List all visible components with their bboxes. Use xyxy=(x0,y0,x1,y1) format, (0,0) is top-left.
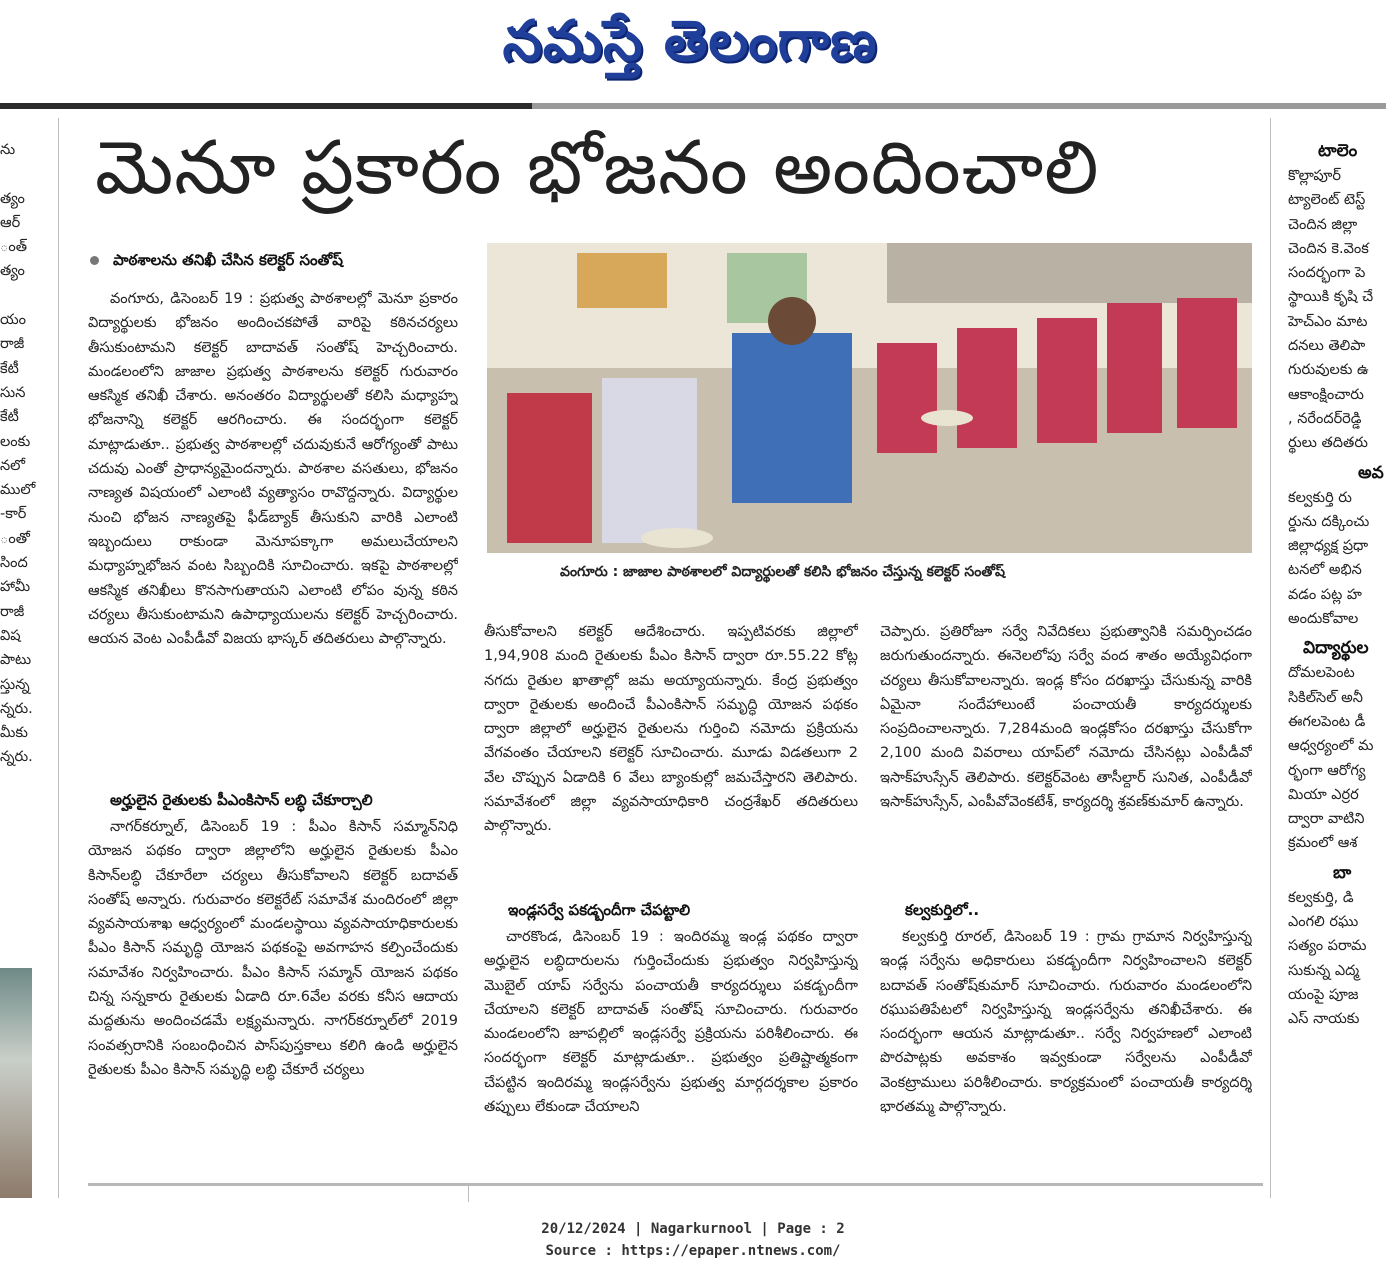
masthead-rule-light xyxy=(532,103,1386,109)
left-strip-photo xyxy=(0,968,32,1198)
story1-body xyxy=(88,287,458,785)
left-strip-line: న్నరు. xyxy=(0,749,33,766)
right-strip-line: ద్వారా వాటిని xyxy=(1288,811,1365,828)
story1-subhead-text: పాఠశాలను తనిఖీ చేసిన కలెక్టర్ సంతోష్ xyxy=(113,251,343,269)
story3-body xyxy=(484,925,858,1175)
photo-illustration xyxy=(487,243,1252,553)
left-strip-line: ంత్ xyxy=(0,239,28,256)
story1-subhead xyxy=(90,248,343,272)
right-strip-line: ఎస్ నాయకు xyxy=(1288,1011,1360,1028)
left-strip-line: నలో xyxy=(0,457,26,474)
right-strip-line: సికిల్‌సెల్ అనీ xyxy=(1288,689,1363,706)
right-strip-line: హెచ్‌ఎం మాట xyxy=(1288,313,1368,330)
left-strip-line: ఆర్ xyxy=(0,214,21,231)
story2-continuation-text: తీసుకోవాలని కలెక్టర్ ఆదేశించారు. ఇప్పటివరకు జిల్లాలో 1,94,908 మంది రైతులకు పీఎం కిసాన్ ద్వారా రూ.55.22 కోట్ల నగదు రైతుల ఖాతాల్లో జమ అయ్యాయన్నారు. కేంద్ర ప్రభుత్వం ద్వారా రైతులకు అందించే పీఎంకిసాన్ సమృద్ధి యోజన పథకం ద్వారా జిల్లాలో అర్హులైన రైతులను గుర్తించి నమోదు ప్రక్రియను వేగవంతం చేయాలని కలెక్టర్ సూచించారు. మూడు విడతలుగా 2 వేల చొప్పున ఏడాదికి 6 వేలు బ్యాంకుల్లో జమచేస్తారని తెలిపారు. సమావేశంలో జిల్లా వ్యవసాయాధికారి చంద్రశేఖర్ తదితరులు పాల్గొన్నారు. xyxy=(484,624,858,835)
story4-subhead: కల్వకుర్తిలో.. xyxy=(905,901,980,919)
left-strip-line: మీకు xyxy=(0,725,28,742)
right-strip-head3: విద్యార్థుల xyxy=(1303,638,1369,659)
left-strip-line: కేటీ xyxy=(0,360,19,377)
left-strip-line: న్నరు. xyxy=(0,700,33,717)
story2-paragraph: నాగర్‌కర్నూల్, డిసెంబర్ 19 : పీఎం కిసాన్ సమ్మాన్‌నిధి యోజన పథకం ద్వారా జిల్లాలోని అర్హులైన రైతులకు పీఎం కిసాన్‌లబ్ధి చేకూరేలా చర్యలు తీసుకోవాలని కలెక్టర్ బదావత్ సంతోష్ అన్నారు. గురువారం కలెక్టరేట్ సమావేశ మందిరంలో జిల్లా వ్యవసాయశాఖ ఆధ్వర్యంలో మండలస్థాయి వ్యవసాయాధికారులకు పీఎం కిసాన్ సమృద్ధి యోజన పథకంపై అవగాహన కల్పించేందుకు సమావేశం నిర్వహించారు. పీఎం కిసాన్ సమ్మాన్ యోజన పథకం చిన్న సన్నకారు రైతులకు ఏడాది రూ.6వేల వరకు కనీస ఆదాయ మద్దతును అందించడమే లక్ష్యమన్నారు. నాగర్‌కర్నూల్‌లో 2019 సంవత్సరానికి సంబంధించిన పాస్‌పుస్తకాలు కలిగి ఉండి అర్హులైన రైతులకు పీఎం కిసాన్ సమృద్ధి లబ్ధి చేకూరే చర్యలు xyxy=(88,819,458,1078)
story3-paragraph: చారకొండ, డిసెంబర్ 19 : ఇందిరమ్మ ఇండ్ల పథకం ద్వారా అర్హులైన లబ్ధిదారులను గుర్తించేందుకు ప్రభుత్వం నిర్వహిస్తున్న మొబైల్ యాప్ సర్వేను పంచాయతీ కార్యదర్శులు పకడ్బందీగా చేయాలని కలెక్టర్ బాదావత్ సంతోష్ సూచించారు. గురువారం మండలంలోని జూపల్లిలో ఇండ్లసర్వే ప్రక్రియను పరిశీలించారు. ఈ సందర్భంగా కలెక్టర్ మాట్లాడుతూ.. ప్రభుత్వం ప్రతిష్టాత్మకంగా చేపట్టిన ఇందిరమ్మ ఇండ్లసర్వేను ప్రభుత్వ మార్గదర్శకాల ప్రకారం తప్పులు లేకుండా చేయాలని xyxy=(484,929,858,1116)
story3-continuation xyxy=(880,620,1252,895)
left-strip-line: హామీ xyxy=(0,579,31,596)
left-strip-line: విష xyxy=(0,627,21,644)
bottom-rule xyxy=(88,1183,1263,1186)
left-strip-line: స్తున్న xyxy=(0,676,30,693)
masthead xyxy=(0,0,1386,100)
right-strip-line: కల్వకుర్తి, డి xyxy=(1288,889,1354,906)
right-strip-line: వడం పట్ల హ xyxy=(1288,586,1362,603)
page-footer xyxy=(0,1218,1386,1262)
right-strip-line: దనలు తెలిపా xyxy=(1288,338,1366,355)
footer-date-line: 20/12/2024 | Nagarkurnool | Page : 2 xyxy=(541,1221,845,1237)
newspaper-logo: నమస్తే తెలంగాణ xyxy=(502,9,878,74)
bullet-icon xyxy=(90,256,99,265)
photo-caption: వంగూరు : జాజాల పాఠశాలలో విద్యార్థులతో కలిసి భోజనం చేస్తున్న కలెక్టర్ సంతోష్ xyxy=(560,564,1005,580)
left-strip-line: త్యం xyxy=(0,190,25,207)
right-strip-line: జిల్లాధ్యక్ష ప్రధా xyxy=(1288,538,1369,555)
left-strip-line: ంతో xyxy=(0,530,30,547)
story3-subhead: ఇండ్లసర్వే పకడ్బందీగా చేపట్టాలి xyxy=(508,901,691,919)
column-divider xyxy=(468,1186,469,1202)
right-strip-line: స్థాయికి కృషి చే xyxy=(1288,289,1374,306)
right-strip-line: సుకున్న ఎద్మ xyxy=(1288,962,1360,979)
right-strip-group1 xyxy=(1278,164,1386,456)
left-strip-line: లంకు xyxy=(0,433,31,450)
right-strip-line: కొల్లాపూర్‌ xyxy=(1288,168,1341,184)
story2-continuation xyxy=(484,620,858,895)
left-strip-line: -కార్ xyxy=(0,506,27,523)
left-strip-line: ను xyxy=(0,142,16,158)
right-strip-line: దోమలపెంట xyxy=(1288,665,1355,682)
left-strip-line: యం xyxy=(0,312,26,329)
right-strip-line: ఈగలపెంట డీ xyxy=(1288,713,1366,730)
story3-continuation-text: చెప్పారు. ప్రతిరోజూ సర్వే నివేదికలు ప్రభుత్వానికి సమర్పించడం జరుగుతుందన్నారు. ఈనెలలోపు సర్వే వంద శాతం అయ్యేవిధంగా చర్యలు తీసుకోవాలన్నారు. ఇండ్ల కోసం దరఖాస్తు చేసుకున్న వారికి ఏమైనా సందేహాలుంటే పంచాయతీ కార్యదర్శులకు సంప్రదించాలన్నారు. 7,284మంది ఇండ్లకోసం దరఖాస్తు చేసుకోగా 2,100 మంది వివరాలు యాప్‌లో నమోదు చేసినట్లు ఎంపీడీవో ఇసాక్‌హుస్సేన్ తెలిపారు. కలెక్టర్‌వెంట తాసీల్దార్ సునిత, ఎంపీడీవో ఇసాక్‌హుస్సేన్, ఎంపీవోవెంకటేశ్, కార్యదర్శి శ్రవణ్‌కుమార్ ఉన్నారు. xyxy=(880,624,1252,811)
right-strip-line: ఎంగలి రఘు xyxy=(1288,914,1359,931)
left-strip-line: త్యం xyxy=(0,263,25,280)
column-divider xyxy=(58,118,59,1198)
left-strip-line xyxy=(0,284,40,308)
right-strip-line: గురువులకు ఉ xyxy=(1288,362,1369,379)
news-photo xyxy=(487,243,1252,553)
right-strip-line: ర్థులు తదితరు xyxy=(1288,435,1368,452)
left-strip-line: పాటు xyxy=(0,652,32,669)
right-strip-line: యంపై పూజ xyxy=(1288,986,1359,1003)
left-strip-line: సింద xyxy=(0,555,28,572)
story2-subhead: అర్హులైన రైతులకు పీఎంకిసాన్ లబ్ధి చేకూర్చాలి xyxy=(110,791,373,809)
right-strip-head4: బా xyxy=(1333,862,1352,883)
right-strip-group2 xyxy=(1278,486,1386,632)
footer-source-line: Source : https://epaper.ntnews.com/ xyxy=(545,1243,841,1259)
right-strip-group3 xyxy=(1278,661,1386,855)
story2-body xyxy=(88,815,458,1175)
main-headline: మెనూ ప్రకారం భోజనం అందించాలి xyxy=(95,125,1100,211)
right-strip xyxy=(1278,138,1386,1198)
right-strip-line: కల్వకుర్తి రు xyxy=(1288,489,1352,506)
left-strip-line: కేటీ xyxy=(0,409,19,426)
masthead-rule-dark xyxy=(0,103,532,109)
right-strip-line: ఆధ్వర్యంలో మ xyxy=(1288,738,1374,755)
right-strip-line: చెందిన జిల్లా xyxy=(1288,216,1358,233)
story1-paragraph: వంగూరు, డిసెంబర్ 19 : ప్రభుత్వ పాఠశాలల్లో మెనూ ప్రకారం విద్యార్థులకు భోజనం అందించకపోతే వారిపై కఠినచర్యలు తీసుకుంటామని కలెక్టర్ బాదావత్ సంతోష్ హెచ్చరించారు. మండలంలోని జాజాల ప్రభుత్వ పాఠశాలను కలెక్టర్ గురువారం ఆకస్మిక తనిఖీ చేశారు. అనంతరం విద్యార్థులతో కలిసి మధ్యాహ్న భోజనాన్ని కలెక్టర్ ఆరగించారు. ఈ సందర్భంగా కలెక్టర్ మాట్లాడుతూ.. ప్రభుత్వ పాఠశాలల్లో చదువుకునే ఆరోగ్యంతో పాటు చదువు ఎంతో ప్రాధాన్యమైందన్నారు. పాఠశాల వసతులు, భోజనం నాణ్యత విషయంలో ఎలాంటి వ్యత్యాసం రావొద్దన్నారు. విద్యార్థుల నుంచి భోజన నాణ్యతపై ఫీడ్‌బ్యాక్ తీసుకుని వారికి ఎలాంటి ఇబ్బందులు రాకుండా మెనూపక్కాగా అమలుచేయాలని మధ్యాహ్నభోజన వంట సిబ్బందికి సూచించారు. ఇకపై పాఠశాలల్లో ఆకస్మిక తనిఖీలు కొనసాగుతాయని ఎలాంటి లోపం వున్న కఠిన చర్యలు తీసుకుంటామని ఉపాధ్యాయులను కలెక్టర్ హెచ్చరించారు. ఆయన వెంట ఎంపీడీవో విజయ భాస్కర్ తదితరులు పాల్గొన్నారు. xyxy=(88,291,458,648)
right-strip-line: , నరేందర్‌రెడ్డి xyxy=(1288,410,1362,427)
right-strip-line: ర్భంగా ఆరోగ్య xyxy=(1288,762,1366,779)
left-strip-line xyxy=(0,162,40,186)
left-strip-line: రాజీ xyxy=(0,603,25,620)
column-divider xyxy=(1270,118,1271,1198)
right-strip-line: చెందిన కె.వెంక xyxy=(1288,240,1369,257)
left-strip-line: సున xyxy=(0,384,26,401)
left-strip-lines xyxy=(0,138,40,770)
right-strip-line: సందర్భంగా పె xyxy=(1288,265,1366,282)
left-strip-line: ములో xyxy=(0,482,36,499)
right-strip-line: ట్యాలెంట్ టెస్ట్ xyxy=(1288,192,1366,209)
right-strip-line: సత్యం పరామ xyxy=(1288,938,1367,955)
right-strip-head2: అవ xyxy=(1358,462,1384,483)
right-strip-head1: టాలెం xyxy=(1318,141,1358,161)
right-strip-line: అందుకోవాల xyxy=(1288,611,1359,628)
left-strip-line: రాజీ xyxy=(0,336,25,353)
right-strip-line: ర్డును దక్కించు xyxy=(1288,513,1370,530)
right-strip-line: ఆకాంక్షించారు xyxy=(1288,386,1364,403)
story4-body xyxy=(880,925,1252,1175)
right-strip-line: మియా ఎర్రర xyxy=(1288,786,1359,803)
right-strip-group4 xyxy=(1278,886,1386,1032)
story4-paragraph: కల్వకుర్తి రూరల్, డిసెంబర్ 19 : గ్రామ గ్రామాన నిర్వహిస్తున్న ఇండ్ల సర్వేను అధికారులు పకడ్బందీగా నిర్వహించాలని కలెక్టర్ బదావత్ సంతోష్‌కుమార్ సూచించారు. గురువారం మండలంలోని రఘుపతిపేటలో నిర్వహిస్తున్న ఇండ్లసర్వేను తనిఖీచేశారు. ఈ సందర్భంగా ఆయన మాట్లాడుతూ.. సర్వే నిర్వహణలో ఎలాంటి పొరపాట్లకు అవకాశం ఇవ్వకుండా సర్వేలను ఎంపీడీవో వెంకట్రాములు పరిశీలించారు. కార్యక్రమంలో పంచాయతీ కార్యదర్శి భారతమ్మ పాల్గొన్నారు. xyxy=(880,929,1252,1116)
right-strip-line: టనలో అభిన xyxy=(1288,562,1362,579)
right-strip-line: క్రమంలో ఆశ xyxy=(1288,835,1358,852)
left-strip-text xyxy=(0,138,40,898)
